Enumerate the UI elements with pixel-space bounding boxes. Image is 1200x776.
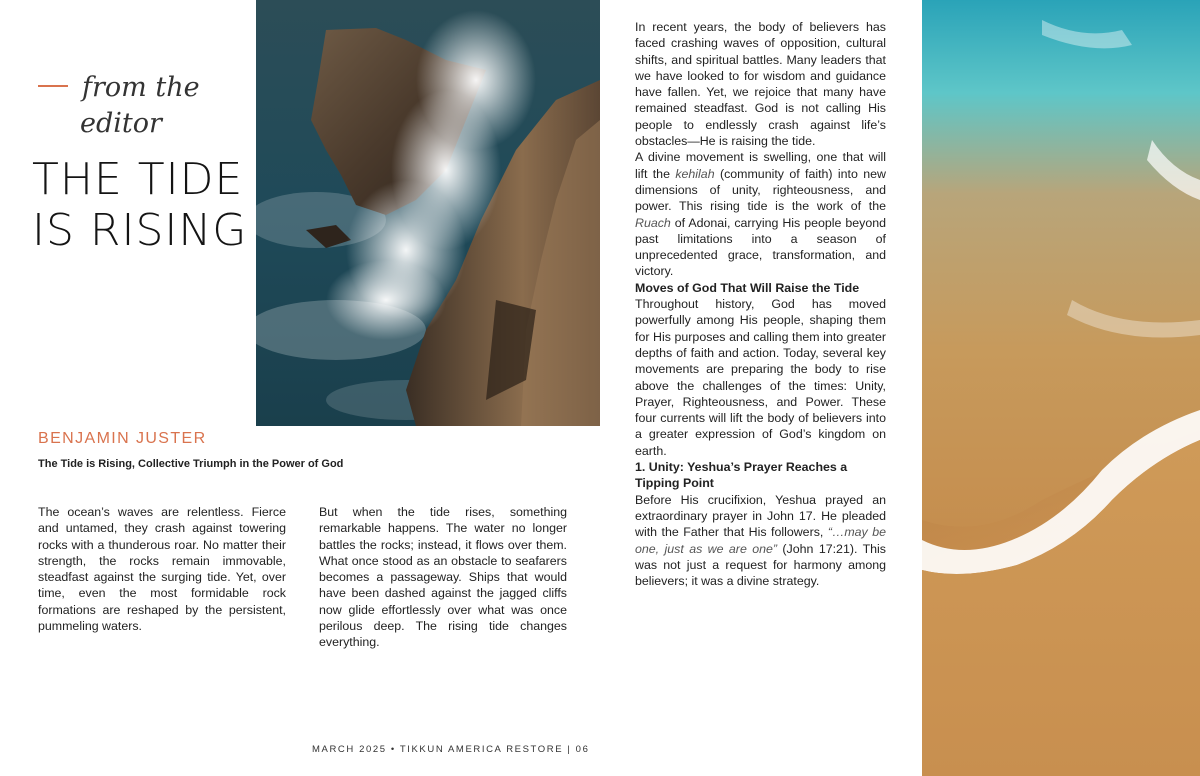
article-subtitle: The Tide is Rising, Collective Triumph in the Power of God [38, 458, 344, 470]
col3-paragraph-4 [635, 492, 886, 590]
scripture-quote: “…may be one, just as we are one” [635, 525, 886, 556]
col1-paragraph: The ocean’s waves are relentless. Fierce and untamed, they crash against towering rocks with a thunderous roar. No matter their strength, the rocks remain immovable, steadfast against the surging tide. Yet, over time, even the most formidable rock formations are reshaped by the persistent, pummeling waters. [38, 505, 286, 634]
kicker-line2: editor [80, 108, 162, 139]
author-name: BENJAMIN JUSTER [38, 430, 207, 447]
kehilah-term: kehilah [675, 166, 715, 181]
title-line2: IS RISING [32, 205, 248, 256]
text-span: of Adonai, carrying His people beyond past limitations into a season of unprecedented grace, transformation, and victory. [635, 215, 886, 279]
body-column-3 [635, 19, 886, 589]
col3-paragraph-1: In recent years, the body of believers has faced crashing waves of opposition, cultural shifts, and spiritual battles. Many leaders that we have looked to for wisdom and guidance have fallen. Yet, we rejoice that many have remained steadfast. God is not calling His people to endlessly crash against life’s obstacles—He is raising the tide. [635, 20, 886, 149]
ruach-term: Ruach [635, 215, 671, 230]
kicker-line1: from the [82, 72, 200, 103]
body-column-2 [319, 504, 567, 651]
beach-shoreline-photo [922, 0, 1200, 776]
col3-paragraph-3: Throughout history, God has moved powerfully among His people, shaping them for His purposes and calling them into greater depths of faith and action. Today, several key movements are preparing the body to rise above the challenges of the times: Unity, Prayer, Righteousness, and Power. These four currents will lift the body of believers into a greater expression of God’s kingdom on earth. [635, 297, 886, 458]
kicker-dash [38, 85, 68, 87]
col2-paragraph: But when the tide rises, something remarkable happens. The water no longer battles the rocks; instead, it flows over them. What once stood as an obstacle to seafarers becomes a passageway. Ships that would have been dashed against the jagged cliffs now glide effortlessly over what was once perilous deep. The rising tide changes everything. [319, 505, 567, 650]
text-span: (John 17:21). This was not just a request for harmony among believers; it was a divine strategy. [635, 541, 886, 589]
section-heading-unity: 1. Unity: Yeshua’s Prayer Reaches a Tipping Point [635, 460, 848, 491]
text-span: Before His crucifixion, Yeshua prayed an extraordinary prayer in John 17. He pleaded with the Father that His followers, [635, 492, 886, 540]
page-footer: MARCH 2025 • TIKKUN AMERICA RESTORE | 06 [312, 744, 590, 755]
text-span: A divine movement is swelling, one that will lift the [635, 150, 886, 181]
section-heading-moves: Moves of God That Will Raise the Tide [635, 280, 860, 295]
col3-paragraph-2 [635, 149, 886, 279]
body-column-1 [38, 504, 286, 634]
page-title [32, 154, 262, 256]
cliff-wave-photo [256, 0, 600, 426]
text-span: (community of faith) into new dimensions of unity, righteousness, and power. This rising tide is the work of the [635, 166, 886, 214]
title-line1: THE TIDE [32, 154, 244, 205]
editor-kicker [38, 70, 238, 142]
